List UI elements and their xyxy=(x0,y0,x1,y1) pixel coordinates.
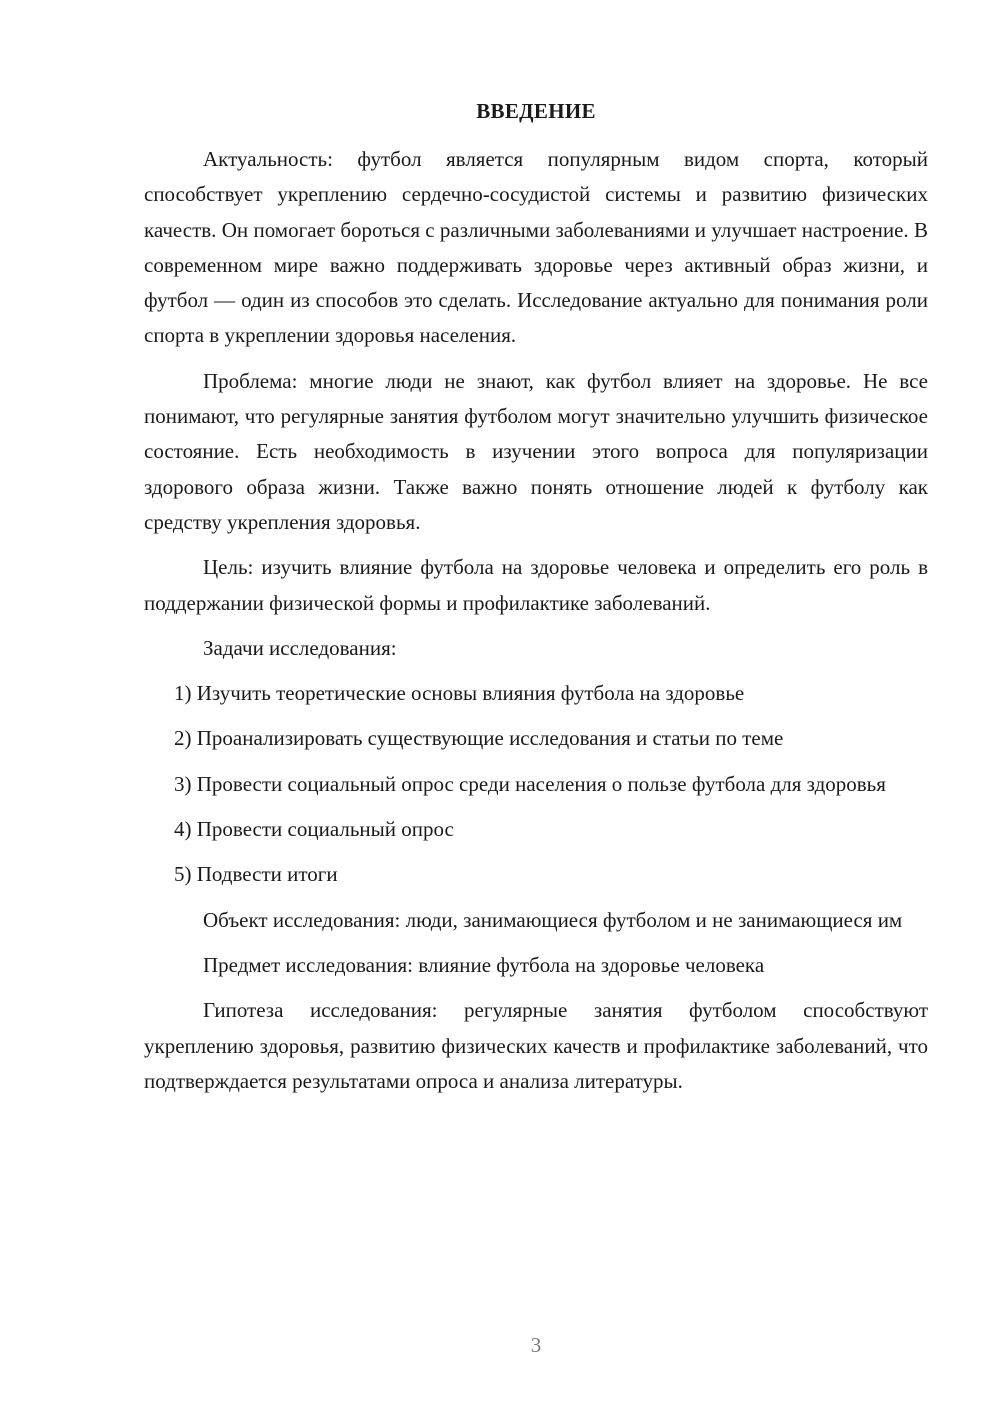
object-paragraph: Объект исследования: люди, занимающиеся футболом и не занимающиеся им xyxy=(203,907,903,932)
page-title: ВВЕДЕНИЕ xyxy=(476,99,596,123)
list-item: 1) Изучить теоретические основы влияния футбола на здоровье xyxy=(174,681,745,706)
subject-paragraph: Предмет исследования: влияние футбола на здоровье человека xyxy=(203,952,765,977)
page-number: 3 xyxy=(530,1333,542,1357)
hypothesis-paragraph: Гипотеза исследования: регулярные занятия футболом способствуют укреплению здоровья, развитию физических качеств и профилактике заболеваний, что подтверждается результатами опроса и анализа литературы. xyxy=(144,998,928,1093)
list-item: 4) Провести социальный опрос xyxy=(174,817,454,842)
relevance-paragraph: Актуальность: футбол является популярным видом спорта, который способствует укреплению сердечно-сосудистой системы и развитию физических качеств. Он помогает бороться с различными заболеваниями и улучшает настроение. В современном мире важно поддерживать здоровье через активный образ жизни, и футбол — один из способов это сделать. Исследование актуально для понимания роли спорта в укреплении здоровья населения. xyxy=(144,147,928,348)
tasks-list xyxy=(144,676,928,892)
problem-paragraph: Проблема: многие люди не знают, как футбол влияет на здоровье. Не все понимают, что регулярные занятия футболом могут значительно улучшить физическое состояние. Есть необходимость в изучении этого вопроса для популяризации здорового образа жизни. Также важно понять отношение людей к футболу как средству укрепления здоровья. xyxy=(144,368,928,534)
list-item: 3) Провести социальный опрос среди населения о пользе футбола для здоровья xyxy=(174,771,886,796)
goal-paragraph: Цель: изучить влияние футбола на здоровье человека и определить его роль в поддержании физической формы и профилактике заболеваний. xyxy=(144,555,928,615)
tasks-heading: Задачи исследования: xyxy=(203,635,397,660)
list-item: 2) Проанализировать существующие исследования и статьи по теме xyxy=(174,726,784,751)
page-content xyxy=(144,94,928,1109)
list-item: 5) Подвести итоги xyxy=(174,862,338,887)
